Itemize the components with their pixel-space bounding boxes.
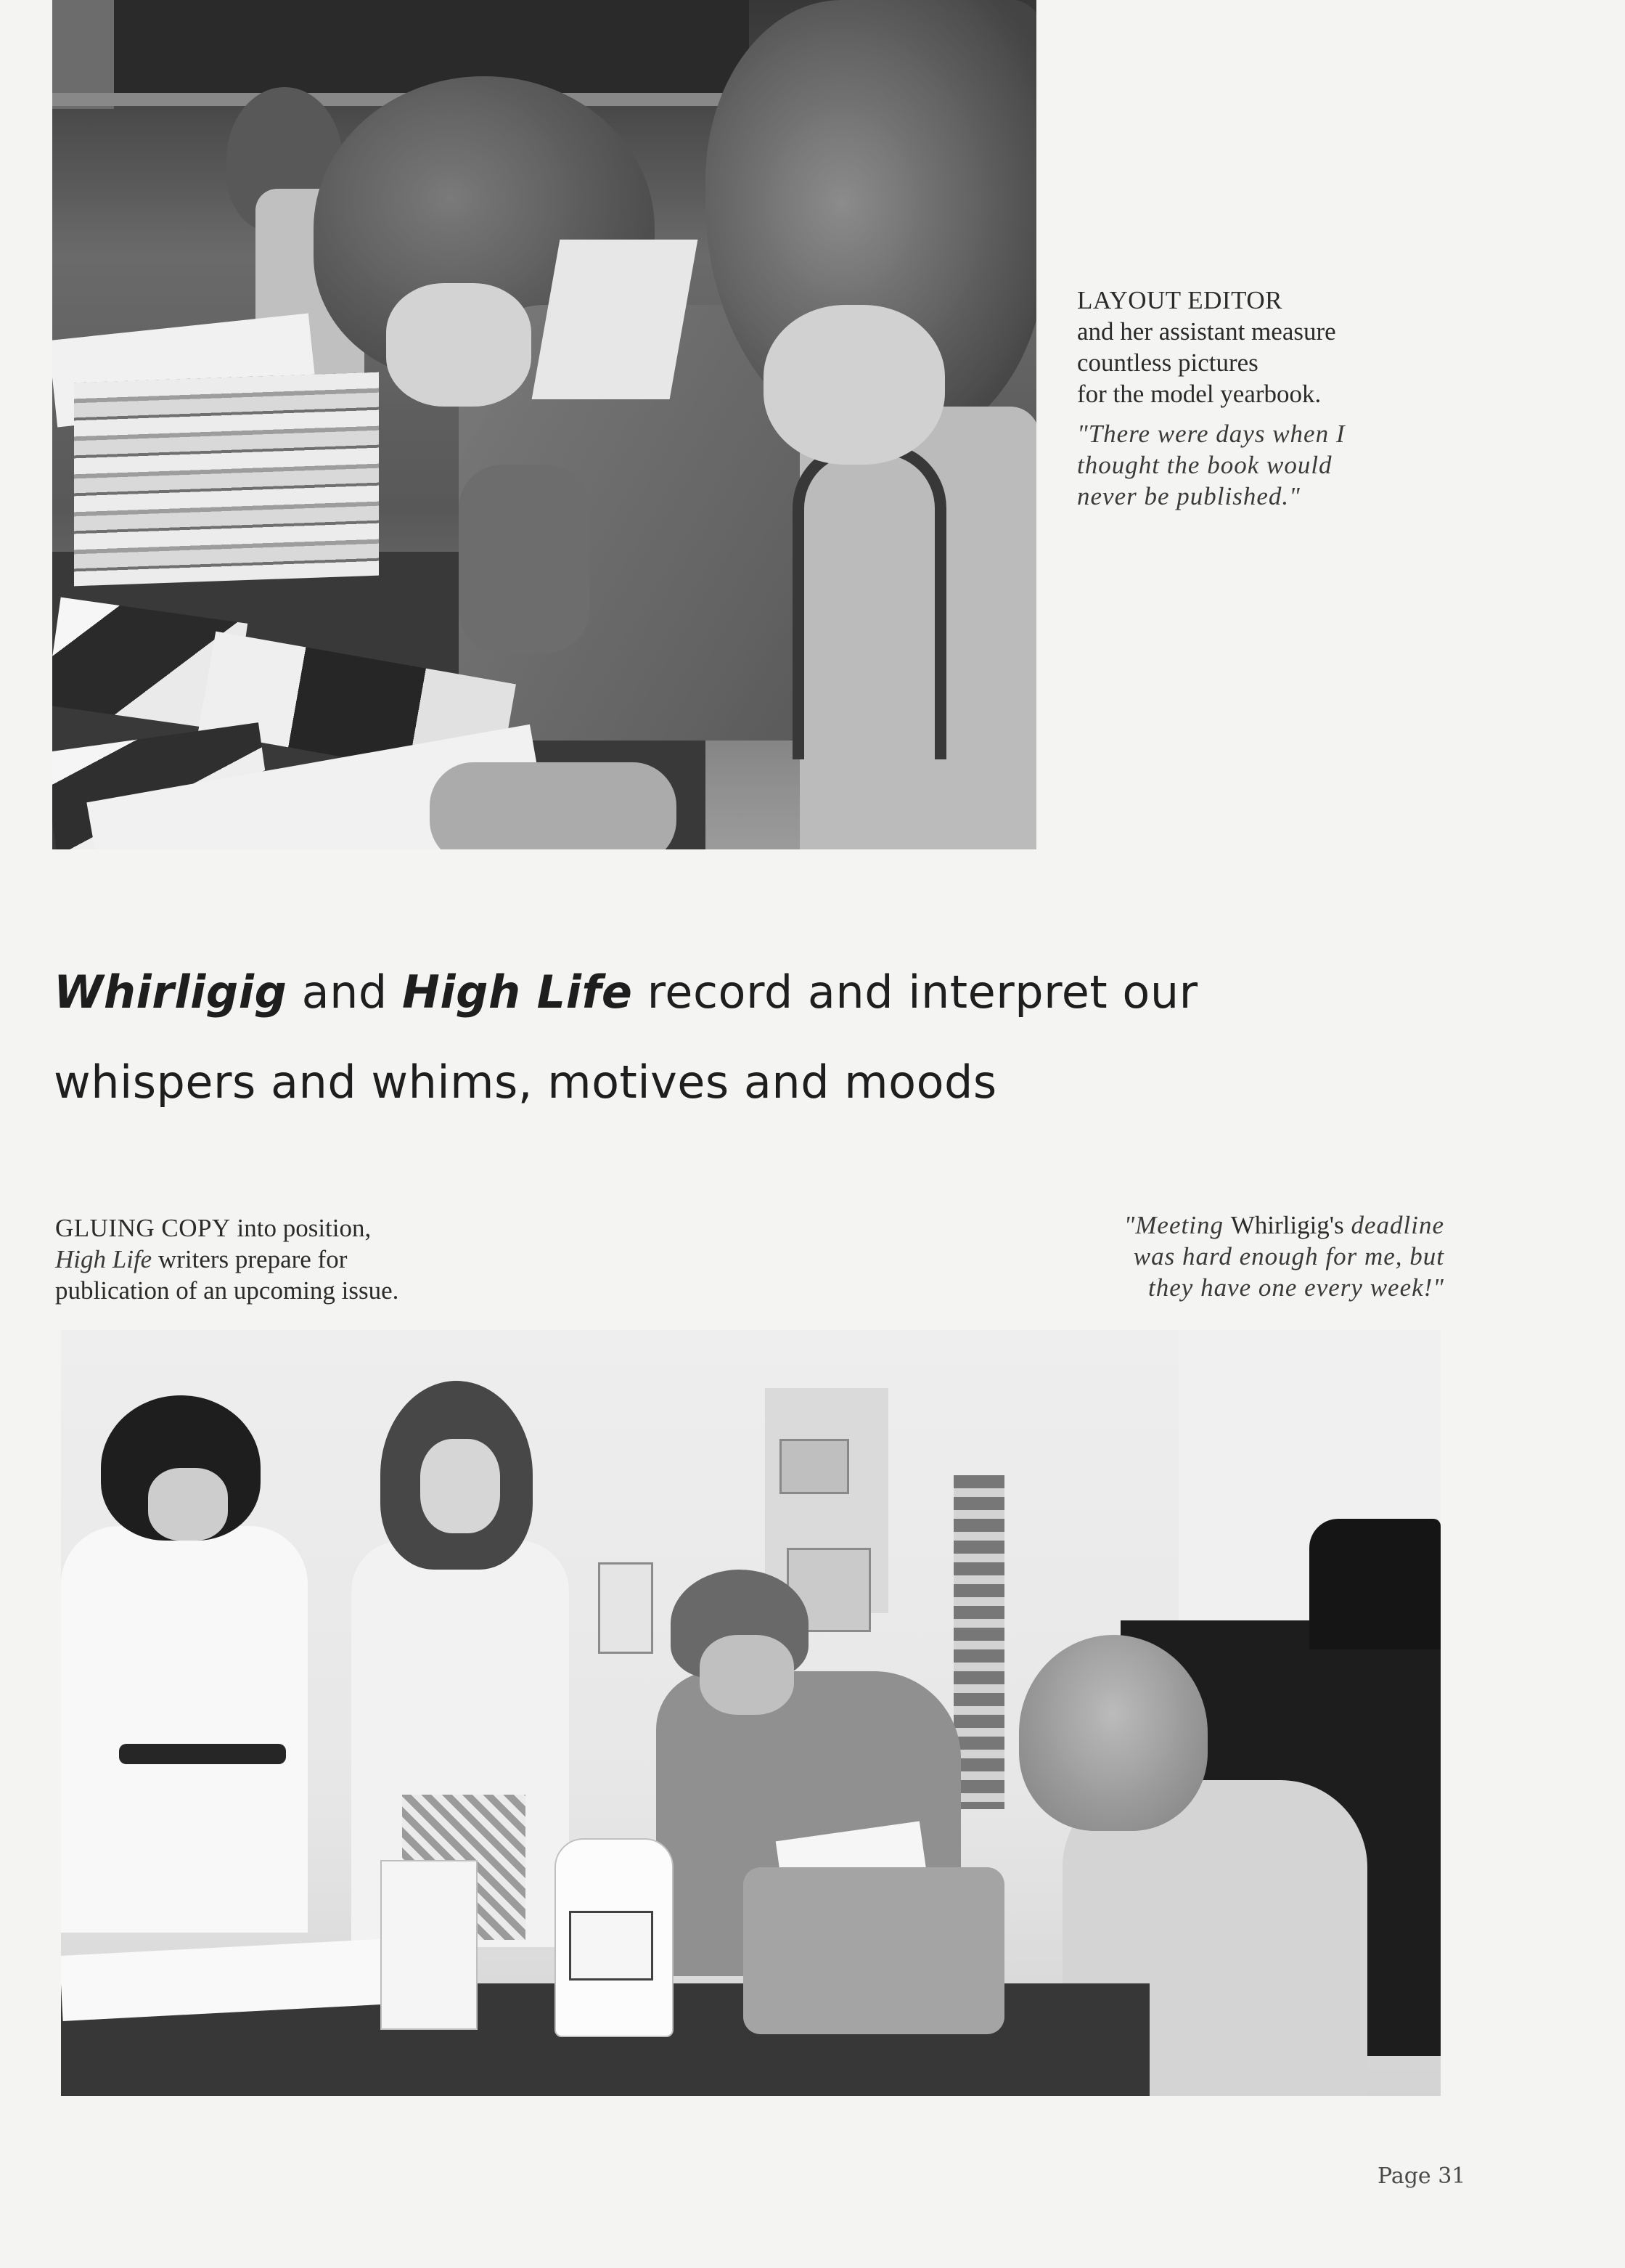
page-number: Page 31: [1378, 2163, 1466, 2189]
headline-text: record and interpret our: [632, 966, 1198, 1019]
quote-line: thought the book would: [1077, 451, 1333, 479]
quote-text: was hard enough for me, but: [1133, 1242, 1444, 1270]
student-1-body: [61, 1526, 308, 1933]
book-stack: [74, 372, 379, 587]
caption-line: and her assistant measure: [1077, 317, 1336, 346]
chair-back: [793, 443, 946, 759]
typist-hair: [1019, 1635, 1208, 1831]
quote-line: "There were days when I: [1077, 420, 1346, 448]
quote-text: "Meeting: [1123, 1211, 1231, 1239]
page-headline: [54, 947, 1288, 1127]
supply-box: [380, 1860, 478, 2030]
quote-line: never be published.": [1077, 482, 1301, 510]
layout-editor-caption: [1077, 285, 1469, 512]
headline-text: whispers and whims, motives and moods: [54, 1056, 997, 1109]
caption-text: writers prepare for: [152, 1245, 348, 1273]
caption-text: publication of an upcoming issue.: [55, 1276, 399, 1305]
headline-text: and: [287, 966, 402, 1019]
publication-name: High Life: [55, 1245, 152, 1273]
caption-line: for the model yearbook.: [1077, 380, 1322, 408]
deadline-quote-caption: [1031, 1210, 1444, 1303]
gluing-copy-caption: [55, 1212, 505, 1306]
editor-face: [386, 283, 531, 407]
publication-name: Whirligig's: [1230, 1211, 1344, 1239]
student-1-face: [148, 1468, 228, 1541]
publication-name-whirligig: Whirligig: [54, 966, 287, 1019]
pinned-clipping: [779, 1439, 849, 1494]
student-3-face: [700, 1635, 794, 1715]
caption-line: countless pictures: [1077, 348, 1258, 377]
student-1-belt: [119, 1744, 286, 1764]
publication-name-high-life: High Life: [401, 966, 633, 1019]
quote-text: deadline: [1343, 1211, 1444, 1239]
editor-collar: [532, 240, 698, 399]
layout-editor-photo: [52, 0, 1036, 849]
caption-quote: [1077, 418, 1469, 512]
assistant-hand: [430, 762, 676, 849]
student-2-face: [420, 1439, 500, 1533]
glue-label: [569, 1911, 653, 1981]
typewriter: [743, 1867, 1004, 2034]
wall-frame: [598, 1562, 653, 1654]
caption-lead: GLUING COPY: [55, 1214, 231, 1242]
wall-poster: [954, 1475, 1004, 1809]
editor-arm: [459, 465, 589, 653]
caption-lead: LAYOUT EDITOR: [1077, 286, 1282, 314]
cabinet-cover: [1309, 1519, 1441, 1649]
quote-text: they have one every week!": [1148, 1273, 1444, 1302]
assistant-face: [764, 305, 945, 465]
newspaper-staff-photo: [61, 1330, 1441, 2096]
caption-text: into position,: [230, 1214, 372, 1242]
